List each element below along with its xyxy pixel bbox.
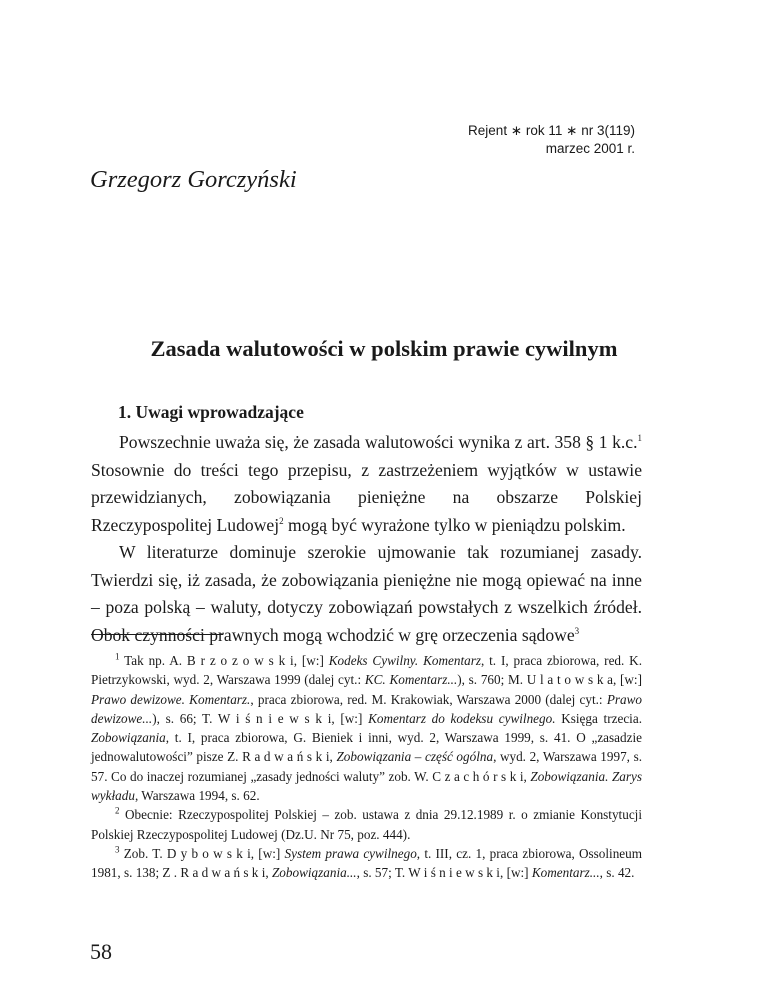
footnote-ref: 3: [574, 625, 580, 636]
section-heading: 1. Uwagi wprowadzające: [118, 402, 304, 422]
footnote-divider: [91, 634, 223, 635]
footnote-3: $^3$ Zob. T. D y b o w s k i, [w:] System prawa cywilnego, t. III, cz. 1, praca zbiorowa, Ossolineum 1981, s. 138; Z . R a d w a ń s k i, Zobowiązania..., s. 57; T. W i ś n i e w s k i, [w:] Komentarz..., s. 42.: [91, 844, 642, 881]
journal-issue: Rejent ∗ rok 11 ∗ nr 3(119): [468, 123, 635, 138]
journal-header: [468, 122, 635, 158]
page-number: 58: [90, 939, 112, 964]
article-title: Zasada walutowości w polskim prawie cywilnym: [150, 336, 618, 361]
footnote-2: $^2$ Obecnie: Rzeczypospolitej Polskiej – zob. ustawa z dnia 29.12.1989 r. o zmianie Konstytucji Polskiej Rzeczypospolitej Ludowej (Dz.U. Nr 75, poz. 444).: [91, 805, 642, 842]
body-text: [91, 429, 642, 649]
paragraph: Powszechnie uważa się, że zasada walutowości wynika z art. 358 § 1 k.c.$^1$ Stosownie do treści tego przepisu, z zastrzeżeniem wyjątków w ustawie przewidzianych, zobowiązania pieniężne na obszarze Polskiej Rzeczypospolitej Ludowej$^2$ mogą być wyrażone tylko w pieniądzu polskim.: [91, 432, 642, 535]
footnotes: [91, 651, 642, 883]
author-name: Grzegorz Gorczyński: [90, 166, 297, 193]
paragraph: W literaturze dominuje szerokie ujmowanie tak rozumianej zasady. Twierdzi się, iż zasada, że zobowiązania pieniężne nie mogą opiewać na inne – poza polską – waluty, dotyczy zobowiązań powstałych z wszelkich źródeł. Obok czynności prawnych mogą wchodzić w grę orzeczenia sądowe$^3$: [91, 542, 642, 645]
footnote-ref: 2: [279, 515, 284, 526]
footnote-ref: 1: [637, 433, 642, 444]
journal-date: marzec 2001 r.: [545, 141, 635, 156]
footnote-1: $^1$ Tak np. A. B r z o z o w s k i, [w:] Kodeks Cywilny. Komentarz, t. I, praca zbiorowa, red. K. Pietrzykowski, wyd. 2, Warszawa 1999 (dalej cyt.: KC. Komentarz...), s. 760; M. U l a t o w s k a, [w:] Prawo dewizowe. Komentarz., praca zbiorowa, red. M. Krakowiak, Warszawa 2000 (dalej cyt.: Prawo dewizowe...), s. 66; T. W i ś n i e w s k i, [w:] Komentarz do kodeksu cywilnego. Księga trzecia. Zobowiązania, t. I, praca zbiorowa, G. Bieniek i inni, wyd. 2, Warszawa 1999, s. 41. O „zasadzie jednowalutowości” pisze Z. R a d w a ń s k i, Zobowiązania – część ogólna, wyd. 2, Warszawa 1997, s. 57. Co do inaczej rozumianej „zasady jedności waluty” zob. W. C z a c h ó r s k i, Zobowiązania. Zarys wykładu, Warszawa 1994, s. 62.: [91, 651, 642, 804]
